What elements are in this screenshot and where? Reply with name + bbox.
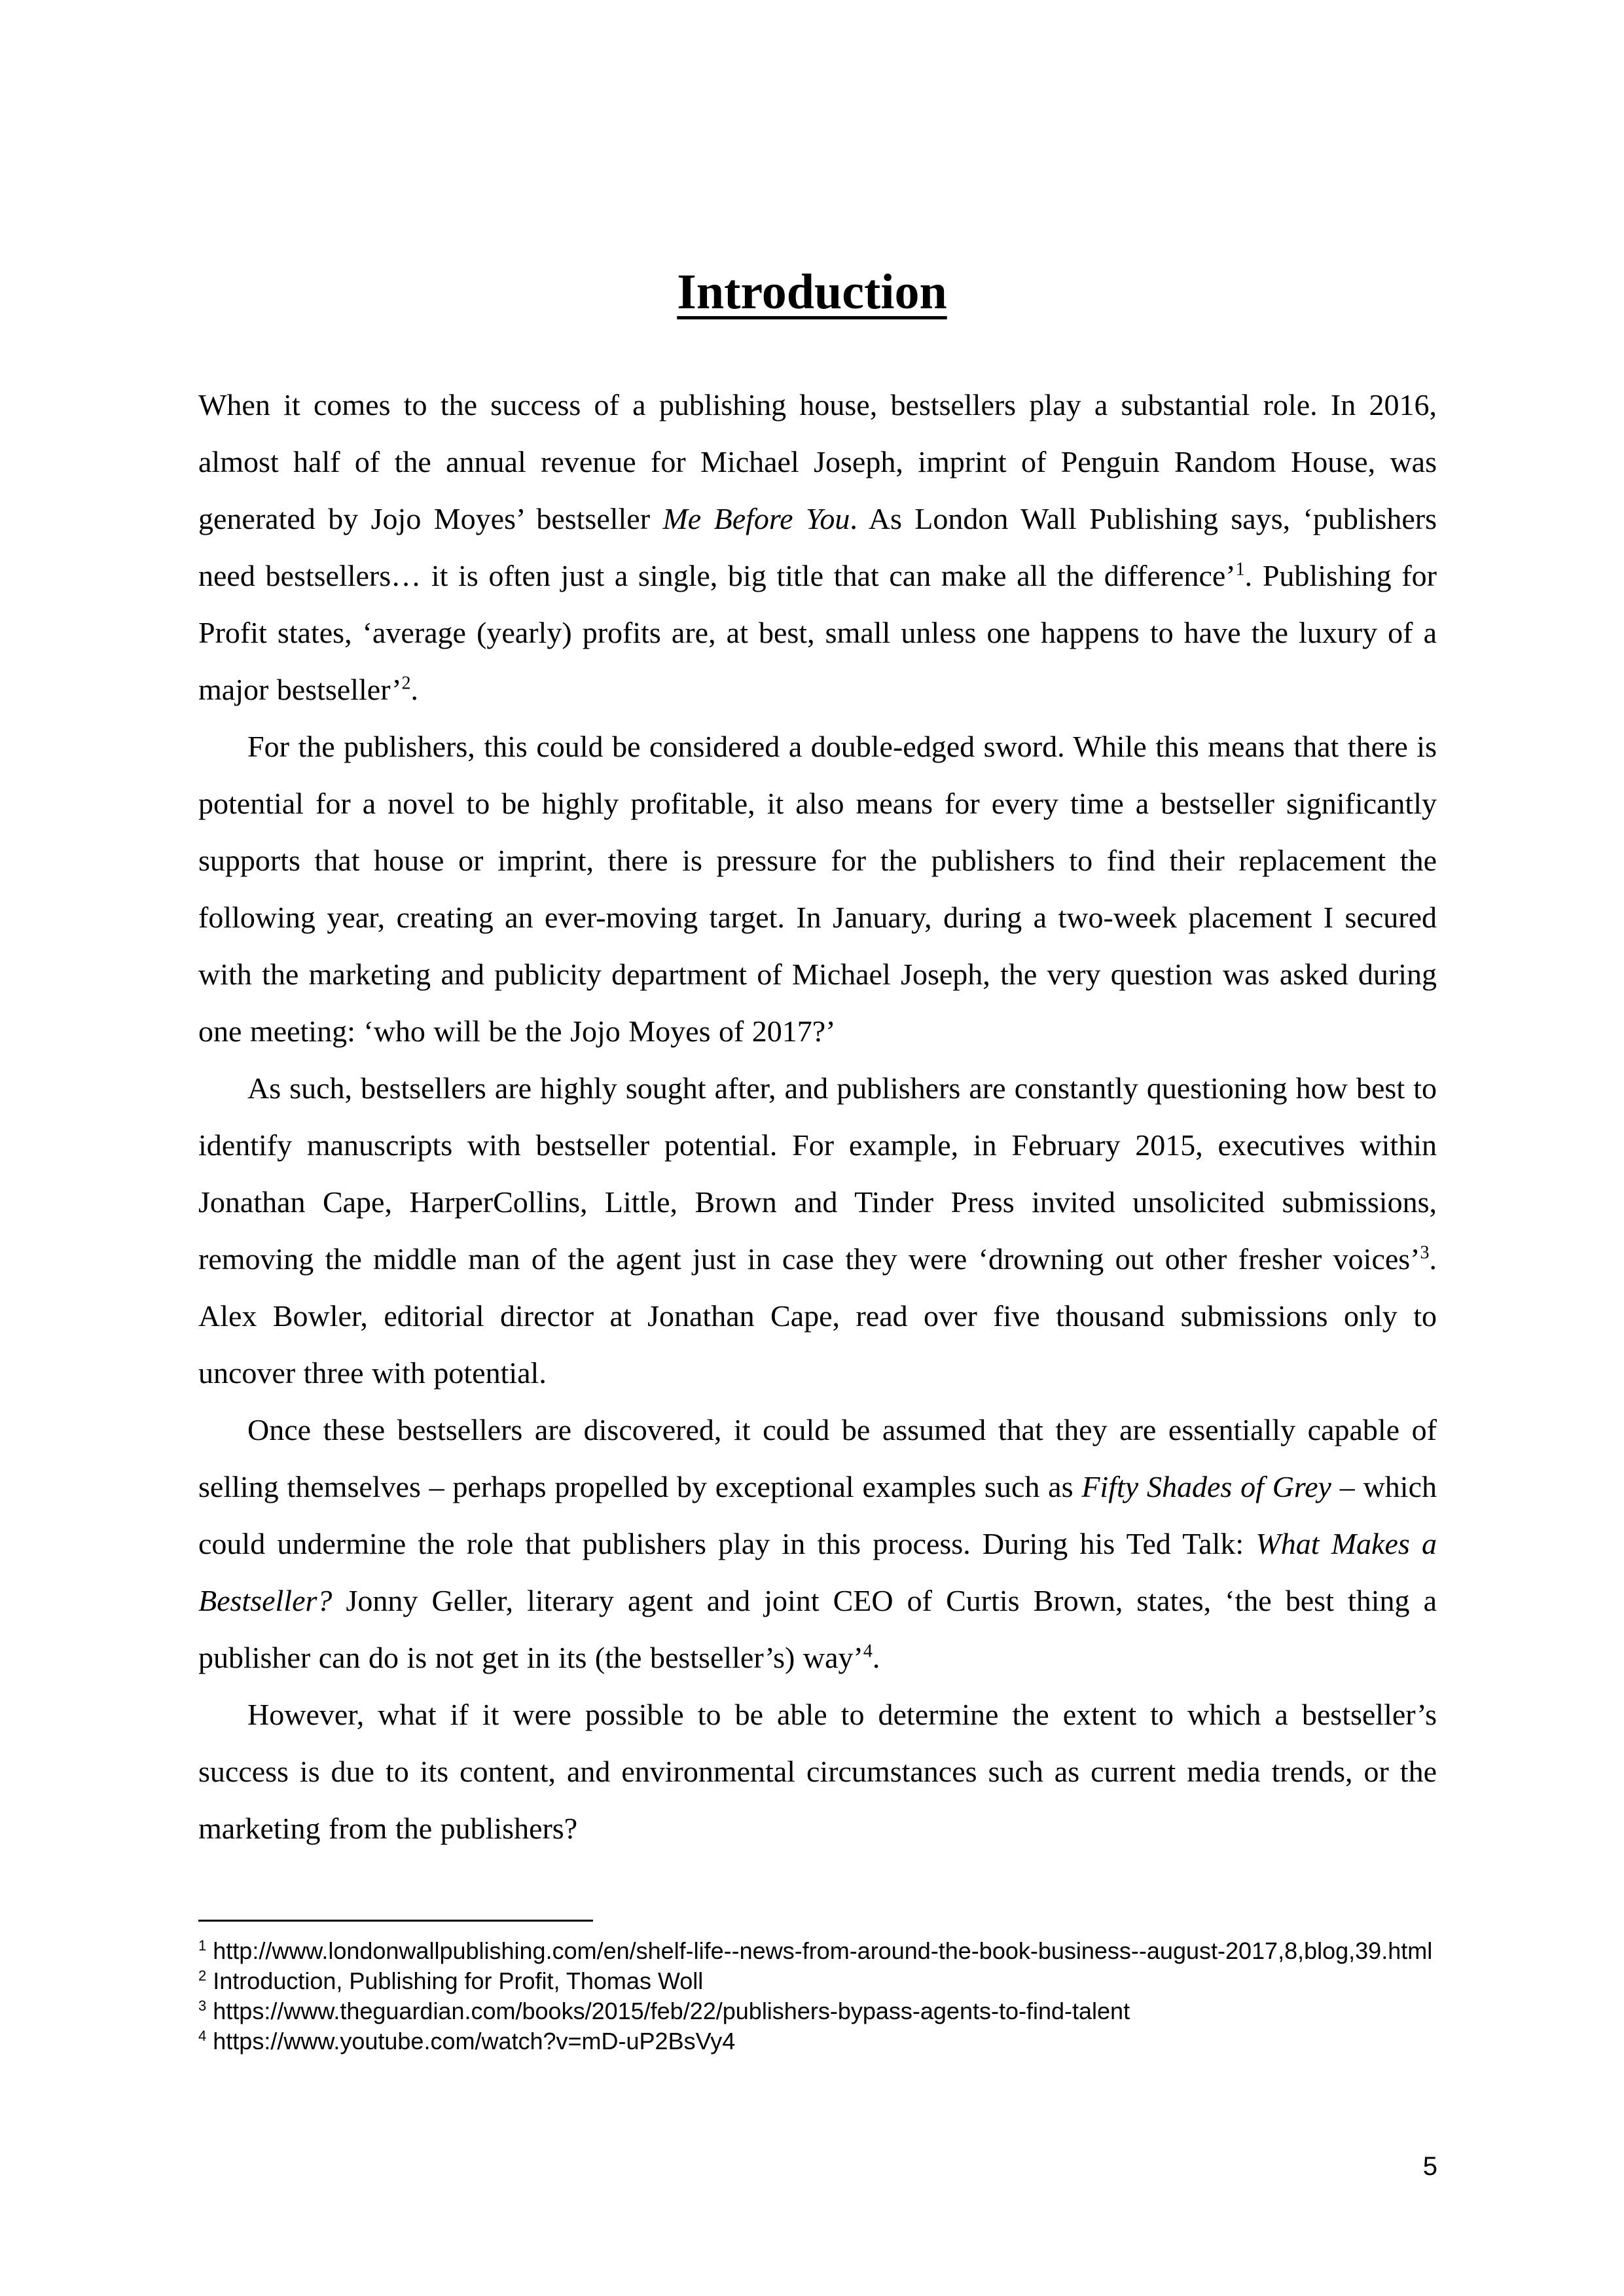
paragraph-3-text-b: . Alex Bowler, editorial director at Jonathan Cape, read over five thousand submissions only to uncover three with potential. bbox=[198, 1242, 1437, 1390]
footnote-ref-1: 1 bbox=[1235, 559, 1245, 580]
paragraph-4 bbox=[198, 1401, 1437, 1686]
paragraph-4-text-f: . bbox=[872, 1641, 880, 1674]
footnote-text: http://www.londonwallpublishing.com/en/shelf-life--news-from-around-the-book-business--august-2017,8,blog,39.html bbox=[213, 1937, 1433, 1964]
footnote-text: https://www.theguardian.com/books/2015/feb/22/publishers-bypass-agents-to-find-talent bbox=[213, 1998, 1130, 2024]
talk-title-what-makes-a-bestseller: What Makes a Bestseller? bbox=[198, 1527, 1437, 1617]
page-title: Introduction bbox=[677, 264, 947, 319]
paragraph-1-text-e: . bbox=[410, 673, 419, 706]
footnote-divider bbox=[198, 1920, 593, 1922]
paragraph-3 bbox=[198, 1060, 1437, 1401]
paragraph-5: However, what if it were possible to be able to determine the extent to which a bestseller’s success is due to its content, and environmental circumstances such as current media trends, or the marketing from the publishers? bbox=[198, 1698, 1437, 1845]
paragraph-3-text-a: As such, bestsellers are highly sought after, and publishers are constantly questioning how best to identify manuscripts with bestseller potential. For example, in February 2015, executives within Jonathan Cape, HarperCollins, Little, Brown and Tinder Press invited unsolicited submissions, removing the middle man of the agent just in case they were ‘drowning out other fresher voices’ bbox=[198, 1071, 1437, 1276]
paragraph-4-text-c: – which could undermine the role that publishers play in this process. During his Ted Talk: bbox=[198, 1470, 1437, 1560]
footnote-number: 3 bbox=[198, 1998, 207, 2014]
footnotes bbox=[198, 1936, 1437, 2056]
footnote-text: https://www.youtube.com/watch?v=mD-uP2BsVy4 bbox=[213, 2028, 736, 2054]
book-title-fifty-shades: Fifty Shades of Grey bbox=[1081, 1470, 1331, 1503]
footnote-1 bbox=[198, 1936, 1437, 1966]
footnote-3 bbox=[198, 1996, 1437, 2026]
paragraph-4-text-a: Once these bestsellers are discovered, it could be assumed that they are essentially capable of selling themselves – perhaps propelled by exceptional examples such as bbox=[198, 1413, 1437, 1503]
footnote-ref-3: 3 bbox=[1420, 1242, 1430, 1263]
footnote-number: 1 bbox=[198, 1937, 207, 1954]
footnote-2 bbox=[198, 1966, 1437, 1996]
footnote-number: 4 bbox=[198, 2028, 207, 2044]
footnote-ref-2: 2 bbox=[401, 673, 411, 694]
footnote-text: Introduction, Publishing for Profit, Thomas Woll bbox=[213, 1967, 704, 1994]
paragraph-1-text-a: When it comes to the success of a publishing house, bestsellers play a substantial role. In 2016, almost half of the annual revenue for Michael Joseph, imprint of Penguin Random House, was generated by Jojo Moyes’ bestseller bbox=[198, 388, 1437, 535]
paragraph-1-text-d: . Publishing for Profit states, ‘average (yearly) profits are, at best, small unless one happens to have the luxury of a major bestseller’ bbox=[198, 559, 1437, 706]
book-title-me-before-you: Me Before You bbox=[662, 502, 850, 535]
body-text bbox=[198, 376, 1437, 1857]
footnote-4 bbox=[198, 2026, 1437, 2056]
footnote-ref-4: 4 bbox=[863, 1641, 873, 1662]
footnote-number: 2 bbox=[198, 1967, 207, 1984]
paragraph-2: For the publishers, this could be considered a double-edged sword. While this means that there is potential for a novel to be highly profitable, it also means for every time a bestseller significantly supports that house or imprint, there is pressure for the publishers to find their replacement the following year, creating an ever-moving target. In January, during a two-week placement I secured with the marketing and publicity department of Michael Joseph, the very question was asked during one meeting: ‘who will be the Jojo Moyes of 2017?’ bbox=[198, 730, 1437, 1048]
paragraph-1 bbox=[198, 376, 1437, 718]
paragraph-1-text-c: . As London Wall Publishing says, ‘publishers need bestsellers… it is often just a single, big title that can make all the difference’ bbox=[198, 502, 1437, 592]
paragraph-4-text-e: Jonny Geller, literary agent and joint CEO of Curtis Brown, states, ‘the best thing a publisher can do is not get in its (the bestseller’s) way’ bbox=[198, 1584, 1437, 1674]
page-number: 5 bbox=[1422, 2152, 1437, 2181]
